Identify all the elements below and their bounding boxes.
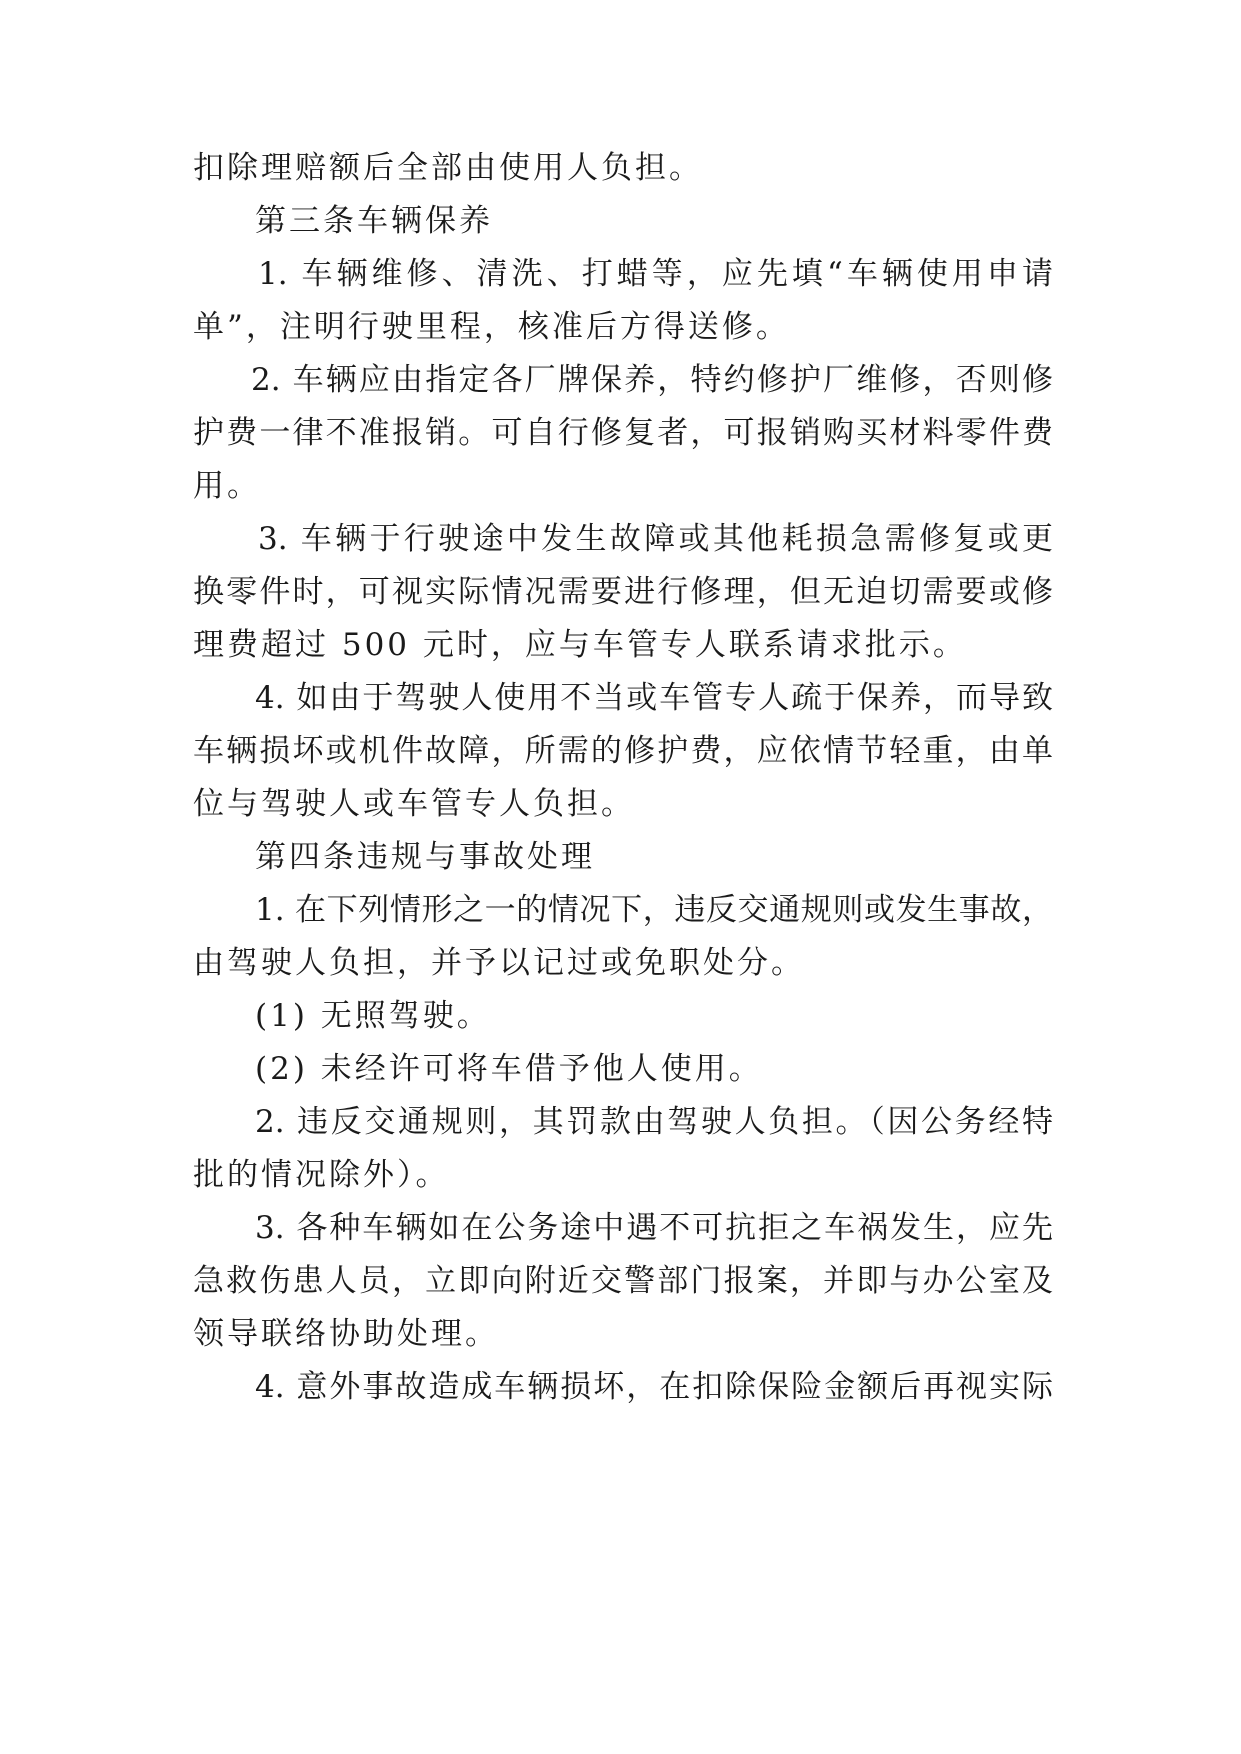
list-item: (1) 无照驾驶。 — [255, 998, 491, 1034]
body-text-line: 4. 如由于驾驶人使用不当或车管专人疏于保养，而导致 — [255, 680, 1053, 716]
body-text-line: 3. 车辆于行驶途中发生故障或其他耗损急需修复或更 — [258, 521, 1053, 557]
body-text-line: 扣除理赔额后全部由使用人负担。 — [193, 150, 703, 186]
body-text-line: 车辆损坏或机件故障，所需的修护费，应依情节轻重，由单 — [193, 733, 1053, 769]
body-text-line: 单”，注明行驶里程，核准后方得送修。 — [193, 309, 790, 345]
body-text-line: 领导联络协助处理。 — [193, 1316, 499, 1352]
body-text-line: 1. 在下列情形之一的情况下，违反交通规则或发生事故， — [255, 892, 1053, 928]
body-text-line: 用。 — [193, 468, 261, 504]
body-text-line: 急救伤患人员，立即向附近交警部门报案，并即与办公室及 — [193, 1263, 1053, 1299]
body-text-line: 3. 各种车辆如在公务途中遇不可抗拒之车祸发生，应先 — [255, 1210, 1053, 1246]
body-text-line: 2. 车辆应由指定各厂牌保养，特约修护厂维修，否则修 — [251, 362, 1053, 398]
body-text-line: 批的情况除外）。 — [193, 1157, 450, 1193]
body-text-line: 换零件时，可视实际情况需要进行修理，但无迫切需要或修 — [193, 574, 1053, 610]
body-text-line: 2. 违反交通规则，其罚款由驾驶人负担。（因公务经特 — [255, 1104, 1053, 1140]
section-heading: 第三条车辆保养 — [255, 203, 493, 239]
body-text-line: 1. 车辆维修、清洗、打蜡等，应先填“车辆使用申请 — [258, 256, 1053, 292]
body-text-line: 由驾驶人负担，并予以记过或免职处分。 — [193, 945, 805, 981]
body-text-line: 位与驾驶人或车管专人负担。 — [193, 786, 635, 822]
body-text-line: 4. 意外事故造成车辆损坏，在扣除保险金额后再视实际 — [255, 1369, 1053, 1405]
body-text-line: 护费一律不准报销。可自行修复者，可报销购买材料零件费 — [193, 415, 1053, 451]
section-heading: 第四条违规与事故处理 — [255, 839, 595, 875]
body-text-line: 理费超过 500 元时，应与车管专人联系请求批示。 — [193, 627, 967, 663]
list-item: (2) 未经许可将车借予他人使用。 — [255, 1051, 763, 1087]
